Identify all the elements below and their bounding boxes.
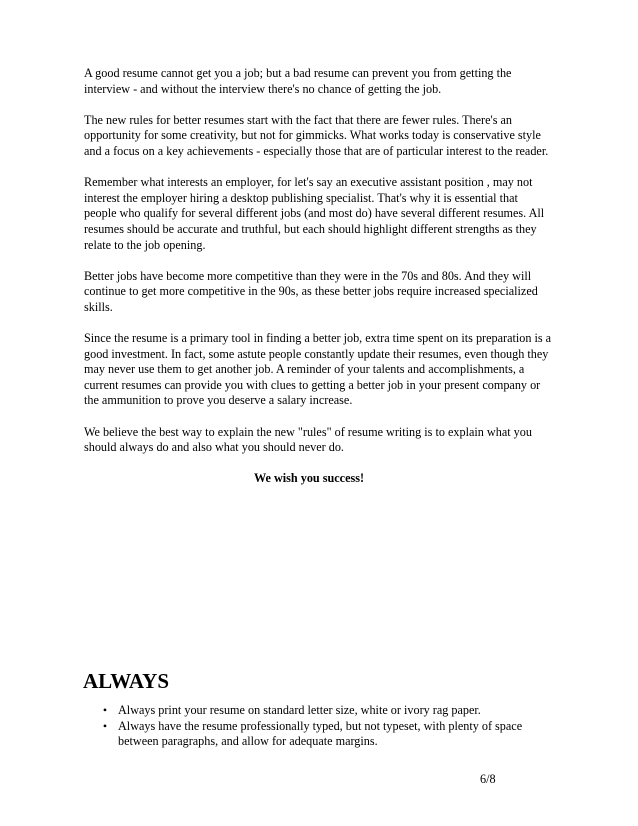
- bullet-icon: •: [102, 718, 108, 733]
- paragraph-rules-explanation: We believe the best way to explain the new "rules" of resume writing is to explain what you should always do and also what you should never do.: [84, 424, 532, 455]
- paragraph-employer-interests: Remember what interests an employer, for let's say an executive assistant position , may not interest the employer hiring a desktop publishing specialist. That's why it is essential that people who qualify for several different jobs (and most do) have several different resumes. All resumes should be accurate and truthful, but each should highlight different strengths as they relate to the job opening.: [84, 175, 545, 252]
- list-item-text: Always print your resume on standard letter size, white or ivory rag paper.: [118, 703, 481, 717]
- paragraph-competition: Better jobs have become more competitive than they were in the 70s and 80s. And they will continue to get more competitive in the 90s, as these better jobs require increased specialized skills.: [84, 268, 538, 314]
- section-heading-always: ALWAYS: [83, 669, 169, 693]
- bullet-icon: •: [102, 703, 108, 717]
- paragraph-new-rules: The new rules for better resumes start with the fact that there are fewer rules. There's an opportunity for some creativity, but not for gimmicks. What works today is conservative style and a focus on a key achievements - especially those that are of particular interest to the reader.: [84, 112, 549, 158]
- always-list: [100, 703, 560, 750]
- closing-line: We wish you success!: [254, 471, 365, 486]
- body-text: [84, 66, 552, 487]
- paragraph-intro: A good resume cannot get you a job; but a bad resume can prevent you from getting the interview - and without the interview there's no chance of getting the job.: [84, 66, 512, 96]
- list-item-text: Always have the resume professionally typed, but not typeset, with plenty of space between paragraphs, and allow for adequate margins.: [118, 718, 523, 749]
- list-item: [100, 703, 560, 719]
- page-number: 6/8: [480, 772, 496, 786]
- paragraph-resume-tool: Since the resume is a primary tool in finding a better job, extra time spent on its preparation is a good investment. In fact, some astute people constantly update their resumes, even though they may never use them to get another job. A reminder of your talents and accomplishments, a current resumes can provide you with clues to getting a better job in your present company or the ammunition to prove you deserve a salary increase.: [84, 331, 552, 408]
- list-item: [100, 719, 560, 750]
